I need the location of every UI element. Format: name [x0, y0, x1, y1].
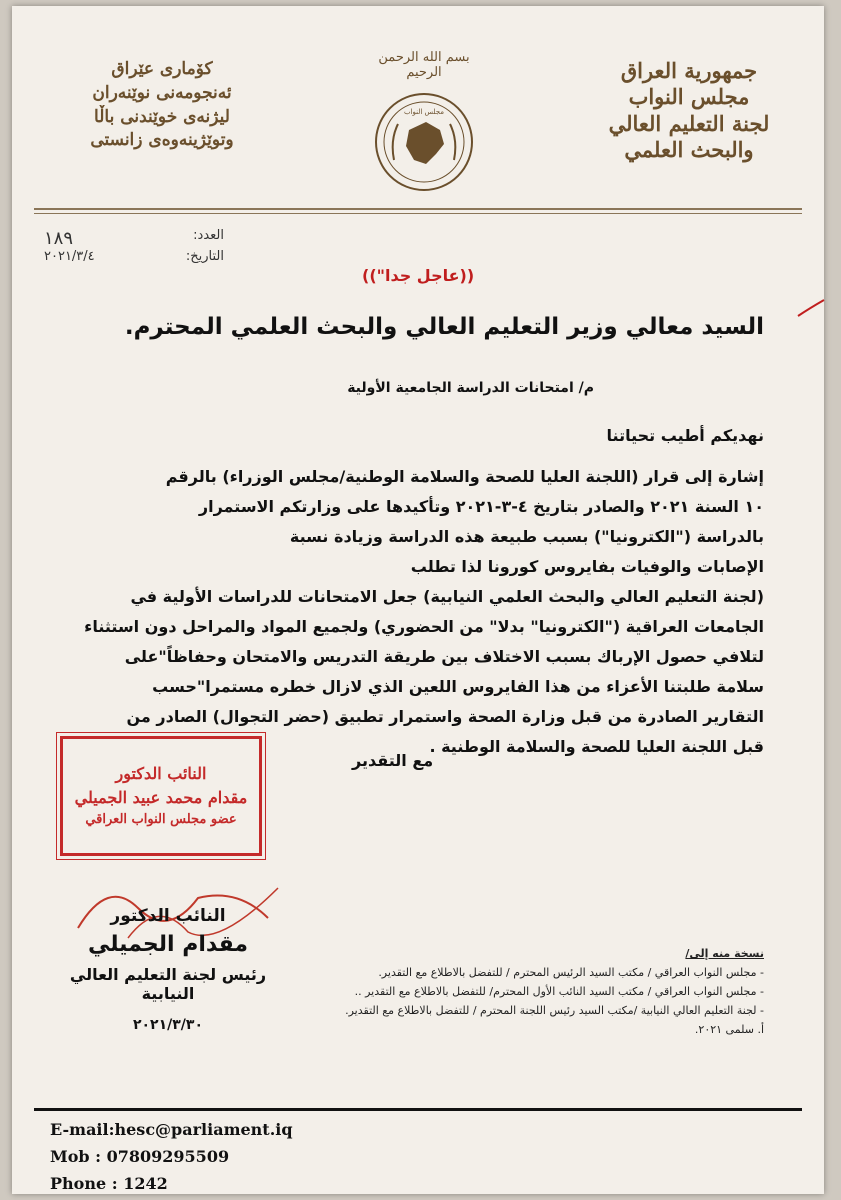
copy-item: - مجلس النواب العراقي / مكتب السيد الرئيس المحترم / للتفضل بالاطلاع مع التقدير. — [378, 966, 764, 979]
date-label: التاريخ: — [185, 249, 224, 264]
signer-position: رئيس لجنة التعليم العالي النيابية — [69, 965, 267, 1003]
letter-paper — [12, 6, 824, 1194]
copy-item: - مجلس النواب العراقي / مكتب السيد النائب الأول المحترم/ للتفضل بالاطلاع مع التقدير .. — [354, 985, 764, 998]
contact-footer — [50, 1116, 293, 1197]
copy-item: - لجنة التعليم العالي النيابية /مكتب السيد رئيس اللجنة المحترم / للتفضل بالاطلاع مع التقدير. — [345, 1004, 764, 1017]
letter-body — [62, 462, 764, 762]
header-divider — [34, 208, 802, 210]
footer-mobile: Mob : 07809295509 — [50, 1147, 230, 1166]
body-line: قبل اللجنة العليا للصحة والسلامة الوطنية . — [429, 737, 764, 756]
body-line: ١٠ السنة ٢٠٢١ والصادر بتاريخ ٤-٣-٢٠٢١ وتأكيدها على وزارتكم الاستمرار — [198, 497, 764, 516]
emblem-seal-icon — [364, 80, 484, 200]
urgent-label: ((عاجل جدا")) — [362, 266, 475, 285]
parliament-emblem — [364, 50, 484, 204]
greeting: نهديكم أطيب تحياتنا — [606, 426, 764, 445]
body-line: التقارير الصادرة من قبل وزارة الصحة واستمرار تطبيق (حضر التجوال) الصادر من — [126, 707, 764, 726]
subject-line: م/ امتحانات الدراسة الجامعية الأولية — [347, 380, 594, 396]
footer-email: E-mail:hesc@parliament.iq — [50, 1120, 293, 1139]
header-kurdish — [52, 58, 272, 153]
body-line: الجامعات العراقية ("الكترونيا" بدلا" من الحضوري) ولجميع المواد والمراحل دون استثناء — [84, 617, 764, 636]
body-line: الإصابات والوفيات بفايروس كورونا لذا تطلب — [410, 557, 764, 576]
date-row — [44, 249, 224, 264]
copies-to — [324, 944, 764, 1039]
number-label: العدد: — [193, 228, 224, 243]
stamp-line: النائب الدكتور — [115, 764, 207, 784]
emblem-label: مجلس النواب — [403, 108, 445, 116]
stamp-line: عضو مجلس النواب العراقي — [85, 812, 237, 828]
header-line: لجنة التعليم العالي — [608, 110, 770, 136]
header-line: لیژنەی خوێندنی باڵا — [94, 106, 230, 127]
reference-block — [44, 228, 224, 264]
signer-title: النائب الدكتور — [110, 906, 226, 926]
stamp-line: مقدام محمد عبيد الجميلي — [74, 788, 248, 808]
closing-regards: مع التقدير — [352, 751, 434, 770]
header-line: كۆماری عێراق — [111, 59, 213, 79]
body-line: بالدراسة ("الكترونيا") بسبب طبيعة هذه الدراسة وزيادة نسبة — [289, 527, 764, 546]
body-line: سلامة طلبتنا الأعزاء من هذا الفايروس اللعين الذي لازال خطره مستمرا"حسب — [152, 677, 764, 696]
signature-date: ٢٠٢١/٣/٣٠ — [132, 1017, 204, 1033]
body-line: (لجنة التعليم العالي والبحث العلمي النيابية) جعل الامتحانات للدراسات الأولية في — [130, 587, 764, 606]
copies-heading: نسخة منه إلى/ — [685, 947, 764, 960]
signer-name: مقدام الجميلي — [87, 932, 249, 957]
header-line: مجلس النواب — [628, 84, 750, 110]
footer-phone: Phone : 1242 — [50, 1174, 168, 1193]
header-line: وتوێژینەوەی زانستی — [90, 130, 234, 151]
signature-block — [48, 906, 288, 1033]
addressee: السيد معالي وزير التعليم العالي والبحث العلمي المحترم. — [124, 314, 764, 340]
body-line: لتلافي حصول الإرباك بسبب الاختلاف بين طريقة التدريس والامتحان وحفاظاً"على — [124, 647, 764, 666]
date-value: ٢٠٢١/٣/٤ — [44, 249, 95, 264]
footer-divider — [34, 1108, 802, 1111]
red-stamp — [60, 736, 262, 856]
red-check-mark-icon — [796, 298, 826, 322]
number-value: ١٨٩ — [44, 228, 74, 249]
number-row — [44, 228, 224, 249]
basmala: بسم الله الرحمن الرحيم — [378, 50, 470, 80]
body-line: إشارة إلى قرار (اللجنة العليا للصحة والسلامة الوطنية/مجلس الوزراء) بالرقم — [165, 467, 764, 486]
header-arabic — [574, 58, 804, 163]
header-divider-thin — [34, 213, 802, 214]
header-line: ئەنجومەنی نوێنەران — [92, 82, 232, 103]
header-line: والبحث العلمي — [624, 136, 754, 162]
copy-item: أ. سلمى ٢٠٢١. — [694, 1023, 764, 1036]
header-line: جمهورية العراق — [620, 58, 758, 83]
